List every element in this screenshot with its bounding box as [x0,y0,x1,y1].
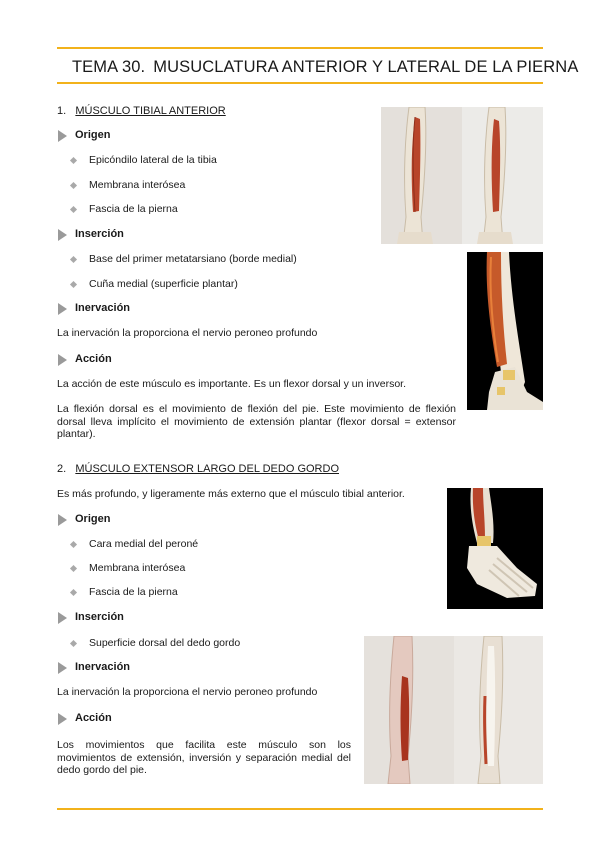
inervacion-text: La inervación la proporciona el nervio peroneo profundo [57,327,318,339]
bullet-triangle-icon [58,662,67,674]
section-2-heading: 2. MÚSCULO EXTENSOR LARGO DEL DEDO GORDO [57,463,339,475]
inervacion-text: La inervación la proporciona el nervio peroneo profundo [57,686,318,698]
list-item: Fascia de la pierna [89,586,178,598]
list-item: Epicóndilo lateral de la tibia [89,154,217,166]
bullet-triangle-icon [58,229,67,241]
list-item: Superficie dorsal del dedo gordo [89,637,241,649]
bullet-triangle-icon [58,303,67,315]
accion-label: Acción [75,353,112,365]
intro-text: Es más profundo, y ligeramente más externo que el músculo tibial anterior. [57,488,405,500]
accion-text: Los movimientos que facilita este músculo son los movimientos de extensión, inversión y separación medial del dedo gordo del pie. [57,739,351,776]
bottom-rule [57,808,543,810]
accion-text: La flexión dorsal es el movimiento de flexión del pie. Este movimiento de flexión dorsal lleva implícito el movimiento de extensión plantar (flexor dorsal = extensor plantar). [57,403,456,440]
inervacion-label: Inervación [75,302,131,314]
accion-text: La acción de este músculo es importante. Es un flexor dorsal y un inversor. [57,378,407,390]
section-1-heading: 1. MÚSCULO TIBIAL ANTERIOR [57,105,226,117]
accion-label: Acción [75,712,112,724]
origen-label: Origen [75,129,111,141]
list-item: Base del primer metatarsiano (borde medial) [89,253,297,265]
origen-label: Origen [75,513,111,525]
bullet-diamond-icon [70,182,77,189]
bullet-triangle-icon [58,713,67,725]
bullet-triangle-icon [58,354,67,366]
tibialis-anterior-side-image [467,252,543,410]
bullet-triangle-icon [58,130,67,142]
extensor-hallucis-front-image [364,636,543,784]
list-item: Fascia de la pierna [89,203,178,215]
top-rule [57,47,543,49]
list-item: Cuña medial (superficie plantar) [89,278,238,290]
title-rule [57,82,543,84]
tibialis-anterior-front-image [381,107,543,244]
bullet-triangle-icon [58,514,67,526]
insercion-label: Inserción [75,611,124,623]
bullet-diamond-icon [70,281,77,288]
page-title: TEMA 30. MUSUCLATURA ANTERIOR Y LATERAL DE LA PIERNA [72,58,579,76]
bullet-diamond-icon [70,541,77,548]
bullet-triangle-icon [58,612,67,624]
insercion-label: Inserción [75,228,124,240]
list-item: Cara medial del peroné [89,538,199,550]
bullet-diamond-icon [70,256,77,263]
extensor-hallucis-foot-image [447,488,543,609]
list-item: Membrana interósea [89,179,186,191]
bullet-diamond-icon [70,206,77,213]
list-item: Membrana interósea [89,562,186,574]
bullet-diamond-icon [70,589,77,596]
bullet-diamond-icon [70,565,77,572]
bullet-diamond-icon [70,640,77,647]
bullet-diamond-icon [70,157,77,164]
inervacion-label: Inervación [75,661,131,673]
